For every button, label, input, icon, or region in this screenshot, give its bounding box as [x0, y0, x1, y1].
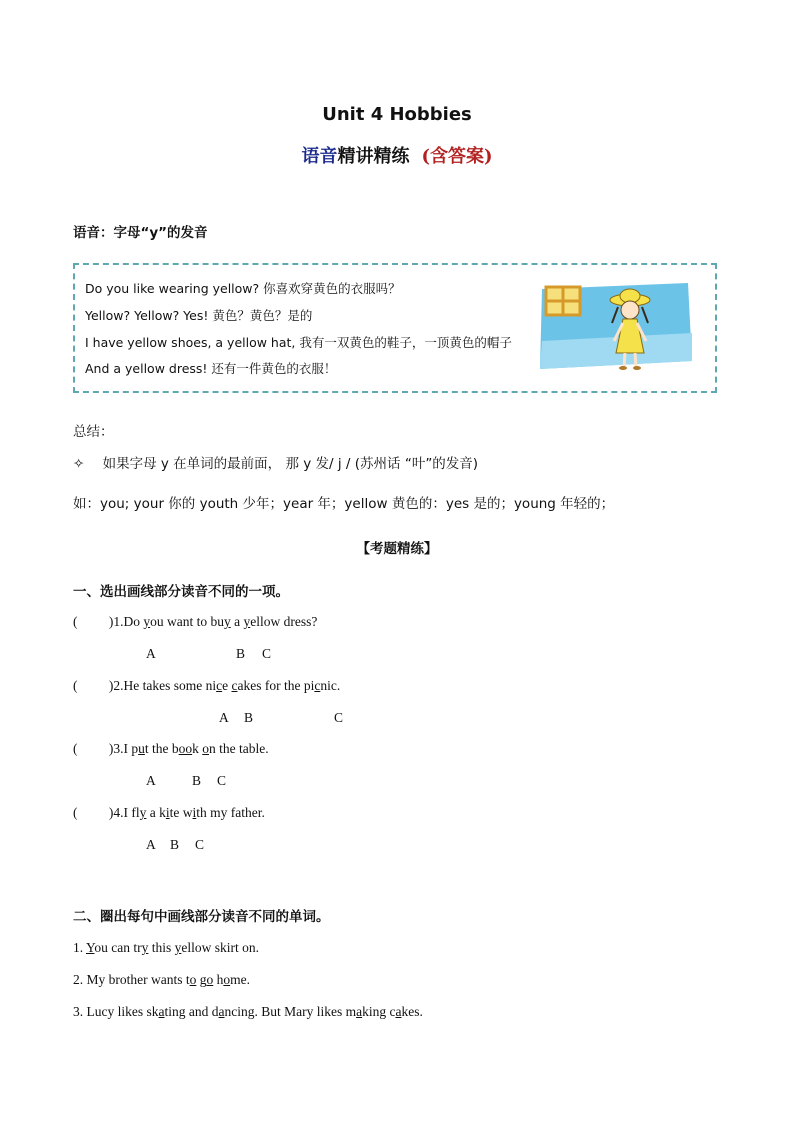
underlined-word-part[interactable]: y	[174, 940, 182, 955]
question-number: )4.	[108, 805, 124, 820]
underlined-word-part[interactable]: o	[223, 972, 231, 987]
underlined-part-b: oo	[178, 741, 193, 756]
underlined-word-part[interactable]: a	[356, 1004, 363, 1019]
underlined-word-part[interactable]: y	[141, 940, 149, 955]
underlined-part-b: c	[231, 678, 238, 693]
dialog-line-1: Do you like wearing yellow? 你喜欢穿黄色的衣服吗？	[85, 281, 401, 296]
underlined-part-a: u	[138, 741, 145, 756]
question-number: )1.	[108, 614, 124, 629]
option-b-label: B	[192, 773, 202, 788]
subtitle-part3: (含答案)	[421, 146, 493, 167]
dialog-line-4: And a yellow dress! 还有一件黄色的衣服！	[85, 361, 337, 376]
part1-heading: 一、选出画线部分读音不同的一项。	[73, 584, 289, 600]
answer-paren-open: (	[73, 805, 78, 820]
question-2: ( )2.He takes some nice cakes for the picnic.	[73, 678, 341, 693]
dialog-line-3: I have yellow shoes, a yellow hat, 我有一双黄色的鞋子，一顶黄色的帽子	[85, 335, 512, 350]
underlined-part-c: y	[243, 614, 251, 629]
option-c-label: C	[195, 837, 205, 852]
exercise-heading: 【考题精练】	[356, 541, 438, 557]
underlined-word-part[interactable]: a	[218, 1004, 225, 1019]
question-number: )2.	[108, 678, 124, 693]
underlined-part-c: i	[192, 805, 197, 820]
phonics-heading: 语音：字母“y”的发音	[73, 225, 208, 241]
window-icon	[546, 287, 580, 315]
page-title: Unit 4 Hobbies	[322, 104, 472, 125]
option-b-label: B	[244, 710, 254, 725]
rule-line	[73, 452, 478, 472]
answer-paren-open: (	[73, 678, 78, 693]
dialog-line-2: Yellow? Yellow? Yes! 黄色？黄色？是的	[85, 308, 313, 323]
sentence-3: 3. Lucy likes skating and dancing. But Mary likes making cakes.	[73, 1004, 423, 1019]
option-b-label: B	[170, 837, 180, 852]
subtitle-part1: 语音	[301, 146, 338, 167]
examples-line: 如：you; your 你的 youth 少年；year 年；yellow 黄色的：yes 是的；young 年轻的；	[73, 496, 615, 512]
diamond-bullet-icon: ✧	[73, 456, 85, 472]
underlined-word-part[interactable]: a	[158, 1004, 165, 1019]
option-a-label: A	[146, 646, 156, 661]
question-4: ( )4.I fly a kite with my father.	[73, 805, 265, 820]
option-c-label: C	[262, 646, 272, 661]
page-subtitle	[0, 142, 794, 168]
sentence-2: 2. My brother wants to go home.	[73, 972, 250, 987]
underlined-part-b: y	[224, 614, 231, 629]
option-a-label: A	[146, 837, 156, 852]
question-number: )3.	[108, 741, 124, 756]
option-c-label: C	[217, 773, 227, 788]
option-c-label: C	[334, 710, 344, 725]
sentence-1: 1. You can try this yellow skirt on.	[73, 940, 260, 955]
part2-heading: 二、圈出每句中画线部分读音不同的单词。	[73, 909, 330, 925]
question-1: ( )1.Do you want to buy a yellow dress?	[73, 614, 318, 629]
summary-label: 总结：	[73, 424, 114, 440]
underlined-part-a: y	[139, 805, 147, 820]
question-3: ( )3.I put the book on the table.	[73, 741, 269, 756]
option-b-label: B	[236, 646, 246, 661]
underlined-word-part[interactable]: o	[206, 972, 214, 987]
underlined-part-a: c	[216, 678, 223, 693]
underlined-part-c: c	[314, 678, 321, 693]
underlined-word-part[interactable]: Y	[86, 940, 95, 955]
girl-in-yellow-dress-illustration	[538, 283, 694, 375]
underlined-part-b: i	[165, 805, 170, 820]
answer-paren-open: (	[73, 741, 78, 756]
underlined-part-a: y	[143, 614, 151, 629]
option-a-label: A	[146, 773, 156, 788]
rule-text: 如果字母 y 在单词的最前面， 那 y 发/ j / (苏州话 “叶”的发音)	[102, 456, 479, 472]
underlined-word-part[interactable]: o	[189, 972, 197, 987]
answer-paren-open: (	[73, 614, 78, 629]
subtitle-part2: 精讲精练	[337, 146, 410, 167]
underlined-word-part[interactable]: a	[395, 1004, 402, 1019]
option-a-label: A	[219, 710, 229, 725]
underlined-part-c: o	[202, 741, 209, 756]
